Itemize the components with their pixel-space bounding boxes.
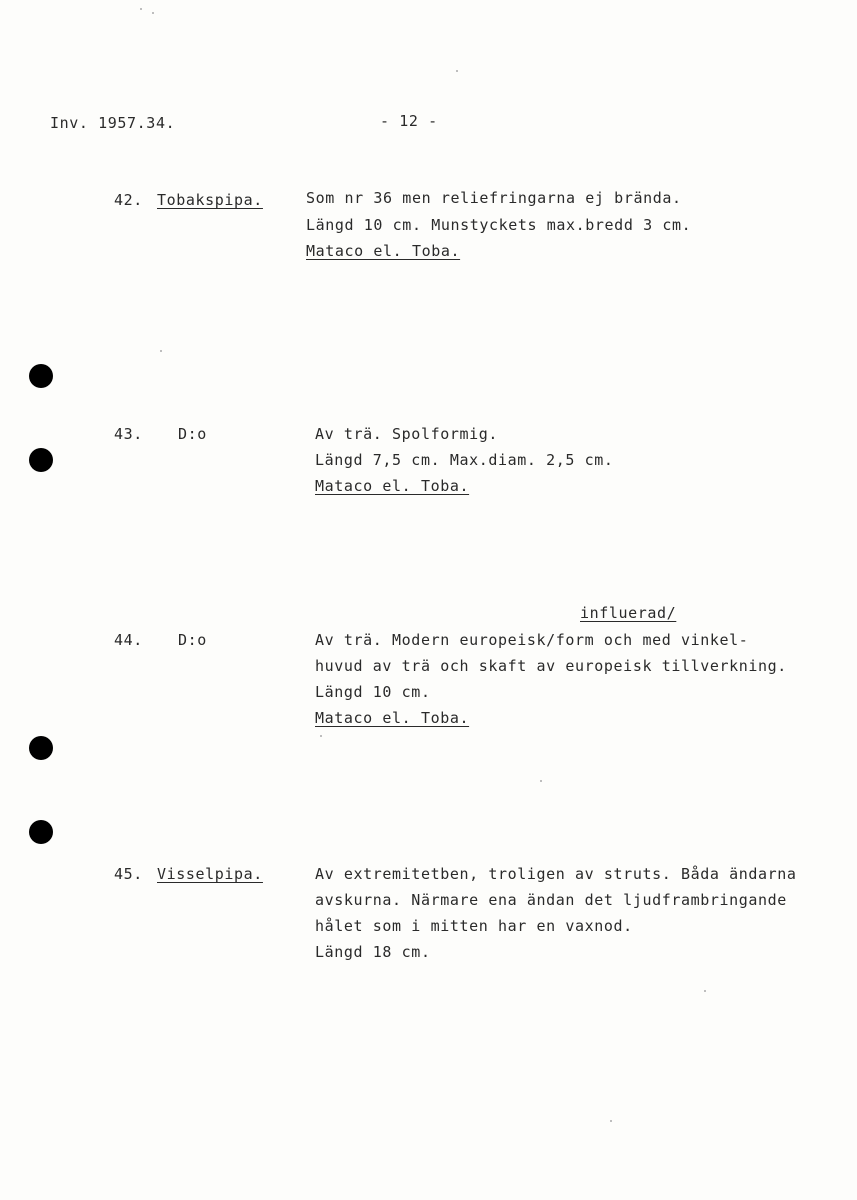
paper-speck	[540, 780, 542, 782]
punch-hole	[29, 736, 53, 760]
entry-description-line: Av extremitetben, troligen av struts. Båda ändarna	[315, 865, 797, 883]
paper-speck	[456, 70, 458, 72]
entry-description-line: hålet som i mitten har en vaxnod.	[315, 917, 633, 935]
entry-name: D:o	[178, 631, 207, 649]
page-number: - 12 -	[380, 112, 438, 130]
entry-origin: Mataco el. Toba.	[306, 242, 461, 260]
paper-speck	[152, 12, 154, 14]
entry-origin: Mataco el. Toba.	[315, 477, 470, 495]
entry-description-line: Som nr 36 men reliefringarna ej brända.	[306, 189, 682, 207]
entry-name: Tobakspipa.	[157, 191, 263, 209]
punch-hole	[29, 364, 53, 388]
entry-name: D:o	[178, 425, 207, 443]
paper-speck	[140, 8, 142, 10]
entry-origin: Mataco el. Toba.	[315, 709, 470, 727]
entry-description-line: Längd 10 cm.	[315, 683, 431, 701]
punch-hole	[29, 448, 53, 472]
entry-number: 42.	[114, 191, 143, 209]
entry-description-line: Längd 10 cm. Munstyckets max.bredd 3 cm.	[306, 216, 692, 234]
paper-speck	[610, 1120, 612, 1122]
punch-hole	[29, 820, 53, 844]
entry-description-line: avskurna. Närmare ena ändan det ljudframbringande	[315, 891, 787, 909]
paper-speck	[160, 350, 162, 352]
entry-description-line: Av trä. Modern europeisk/form och med vinkel-	[315, 631, 749, 649]
entry-description-line: Längd 18 cm.	[315, 943, 431, 961]
paper-speck	[704, 990, 706, 992]
entry-name: Visselpipa.	[157, 865, 263, 883]
entry-description-line: Av trä. Spolformig.	[315, 425, 498, 443]
paper-speck	[320, 735, 322, 737]
entry-number: 43.	[114, 425, 143, 443]
inventory-number: Inv. 1957.34.	[50, 114, 176, 132]
entry-description-line: huvud av trä och skaft av europeisk tillverkning.	[315, 657, 787, 675]
entry-number: 44.	[114, 631, 143, 649]
entry-number: 45.	[114, 865, 143, 883]
handwritten-insertion: influerad/	[580, 604, 677, 622]
entry-description-line: Längd 7,5 cm. Max.diam. 2,5 cm.	[315, 451, 614, 469]
